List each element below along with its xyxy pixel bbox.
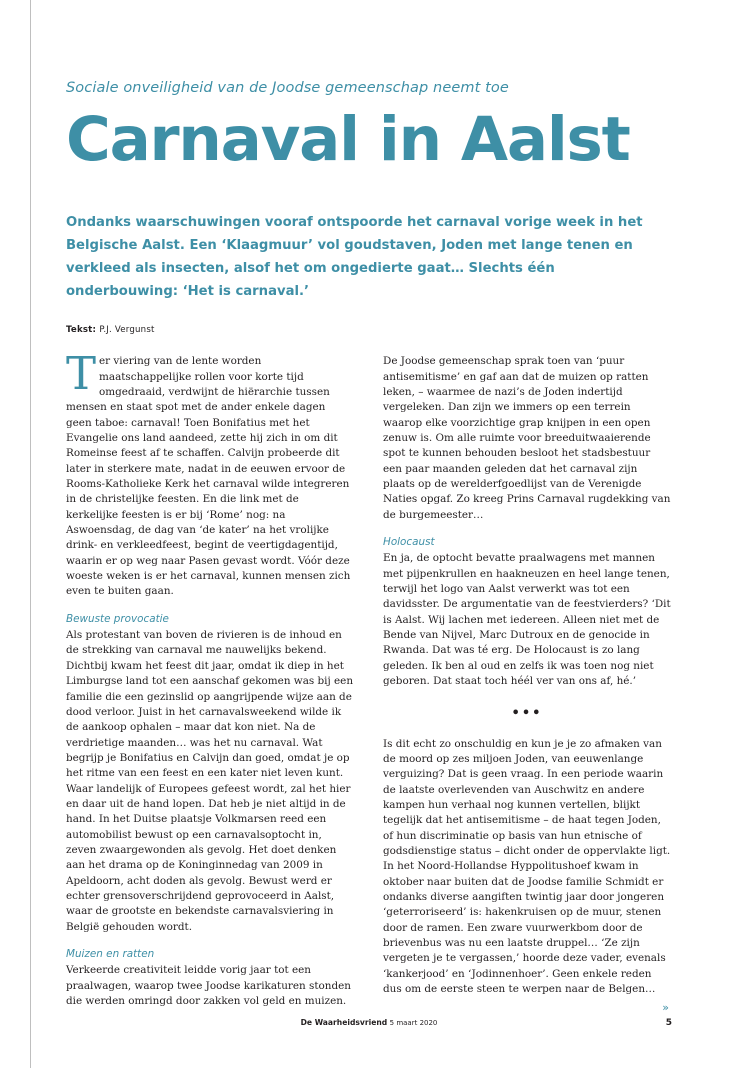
page-footer [66, 1018, 672, 1027]
byline [66, 325, 672, 335]
article-column-right [383, 354, 671, 1015]
article-kicker: Sociale onveiligheid van de Joodse gemeenschap neemt toe [66, 80, 509, 96]
page-title: Carnaval in Aalst [66, 104, 630, 176]
drop-cap: T [66, 347, 97, 401]
paragraph: Verkeerde creativiteit leidde vorig jaar tot een praalwagen, waarop twee Joodse karikaturen stonden die werden omringd door zakken vol geld en muizen. [66, 964, 351, 1008]
article-content [66, 0, 672, 1016]
byline-label: Tekst: [66, 325, 97, 336]
footer-publication-name: De Waarheidsvriend [300, 1018, 388, 1027]
paragraph: En ja, de optocht bevatte praalwagens met mannen met pijpenkrullen en haakneuzen en heel lange tenen, terwijl het logo van Aalst verwerkt was tot een davidsster. De argumentatie van de feestvierders? ‘Dit is Aalst. Wij lachen met iedereen. Alleen niet met de Bende van Nijvel, Marc Dutroux en de genocide in Rwanda. Dat was té erg. De Holocaust is zo lang geleden. Ik ben al oud en zelfs ik was toen nog niet geboren. Dat staat toch héél ver van ons af, hé.’ [383, 552, 671, 688]
continue-marker: » [662, 1000, 669, 1014]
footer-publication-info [66, 1018, 672, 1027]
subheading-bewuste-provocatie: Bewuste provocatie [66, 612, 169, 625]
article-columns [66, 347, 672, 1015]
article-standfirst: Ondanks waarschuwingen vooraf ontspoorde het carnaval vorige week in het Belgische Aalst. Een ‘Klaagmuur’ vol goudstaven, Joden met lange tenen en verkleed als insecten, alsof het om ongedierte gaat… Slechts één onderbouwing: ‘Het is carnaval.’ [66, 215, 643, 299]
paragraph: De Joodse gemeenschap sprak toen van ‘puur antisemitisme’ en gaf aan dat de muizen op ratten leken, – waarmee de nazi’s de Joden indertijd vergeleken. Dan zijn we immers op een terrein waarop elke voorzichtige grap knijpen in een open zenuw is. Om alle ruimte voor breeduitwaaierende spot te kunnen behouden besloot het stadsbestuur een paar maanden geleden dat het carnaval zijn plaats op de werelderfgoedlijst van de Verenigde Naties opgaf. Zo kreeg Prins Carnaval rugdekking van de burgemeester… [383, 355, 671, 521]
subheading-holocaust: Holocaust [383, 536, 435, 549]
byline-author: P.J. Vergunst [99, 325, 155, 336]
paragraph: Als protestant van boven de rivieren is de inhoud en de strekking van carnaval me nauwelijks bekend. Dichtbij kwam het feest dit jaar, omdat ik diep in het Limburgse land tot een aanschaf gekomen was bij een familie die een gezinslid op aangrijpende wijze aan de dood verloor. Juist in het carnavalsweekend wilde ik de aankoop ophalen – maar dat kon niet. Na de verdrietige maanden… was het nu carnaval. Wat begrijp je Bonifatius en Calvijn dan goed, omdat je op het ritme van een feest en een kater niet leven kunt. Waar landelijk of Europees gefeest wordt, zal het hier en daar uit de hand lopen. Dat heb je niet altijd in de hand. In het Duitse plaatsje Volkmarsen reed een automobilist bewust op een carnavalsoptocht in, zeven zwaargewonden als gevolg. Het doet denken aan het drama op de Koninginnedag van 2009 in Apeldoorn, acht doden als gevolg. Bewust werd er echter grensoverschrijdend geprovoceerd in Aalst, waar de grootste en bekendste carnavalsviering in België gehouden wordt. [66, 629, 354, 933]
article-column-left [66, 347, 354, 1015]
paragraph: Is dit echt zo onschuldig en kun je je zo afmaken van de moord op zes miljoen Joden, van eeuwenlange verguizing? Dat is geen vraag. In een periode waarin de laatste overlevenden van Auschwitz en andere kampen hun verhaal nog kunnen vertellen, blijkt tegelijk dat het antisemitisme – de haat tegen Joden, of hun discriminatie op basis van hun etnische of godsdienstige status – dicht onder de oppervlakte ligt. In het Noord-Hollandse Hyppolitushoef kwam in oktober naar buiten dat de Joodse familie Schmidt er ondanks diverse aangiften twintig jaar door jongeren ‘geterroriseerd’ is: hakenkruisen op de muur, stenen door de ramen. Een zware vuurwerkbom door de brievenbus was nu een laatste druppel… ‘Ze zijn vergeten je te vergassen,’ hoorde deze vader, evenals ‘kankerjood’ en ‘Jodinnenhoer’. Geen enkele reden dus om de eerste steen te werpen naar de Belgen… [383, 737, 671, 996]
footer-date: 5 maart 2020 [389, 1019, 438, 1027]
paragraph [66, 347, 354, 600]
section-divider: ••• [511, 705, 543, 721]
page-left-rule [30, 0, 31, 1068]
subheading-muizen-en-ratten: Muizen en ratten [66, 948, 155, 960]
footer-page-number: 5 [665, 1018, 672, 1028]
paragraph-text: er viering van de lente worden maatschappelijke rollen voor korte tijd omgedraaid, verdwijnt de hiërarchie tussen mensen en staat spot met de ander enkele dagen geen taboe: carnaval! Toen Bonifatius met het Evangelie ons land aandeed, zette hij zich in om dit Romeinse feest af te schaffen. Calvijn probeerde dit later in sterkere mate, nadat in de eeuwen ervoor de Rooms-Katholieke Kerk het carnaval wilde integreren in de christelijke feesten. En die link met de kerkelijke feesten is er bij ‘Rome’ nog: na Aswoensdag, de dag van ‘de kater’ na het vrolijke drink- en verkleedfeest, begint de veertigdagentijd, waarin er op weg naar Pasen gevast wordt. Vóór deze woeste weken is er het carnaval, kunnen mensen zich even te buiten gaan. [66, 355, 351, 598]
